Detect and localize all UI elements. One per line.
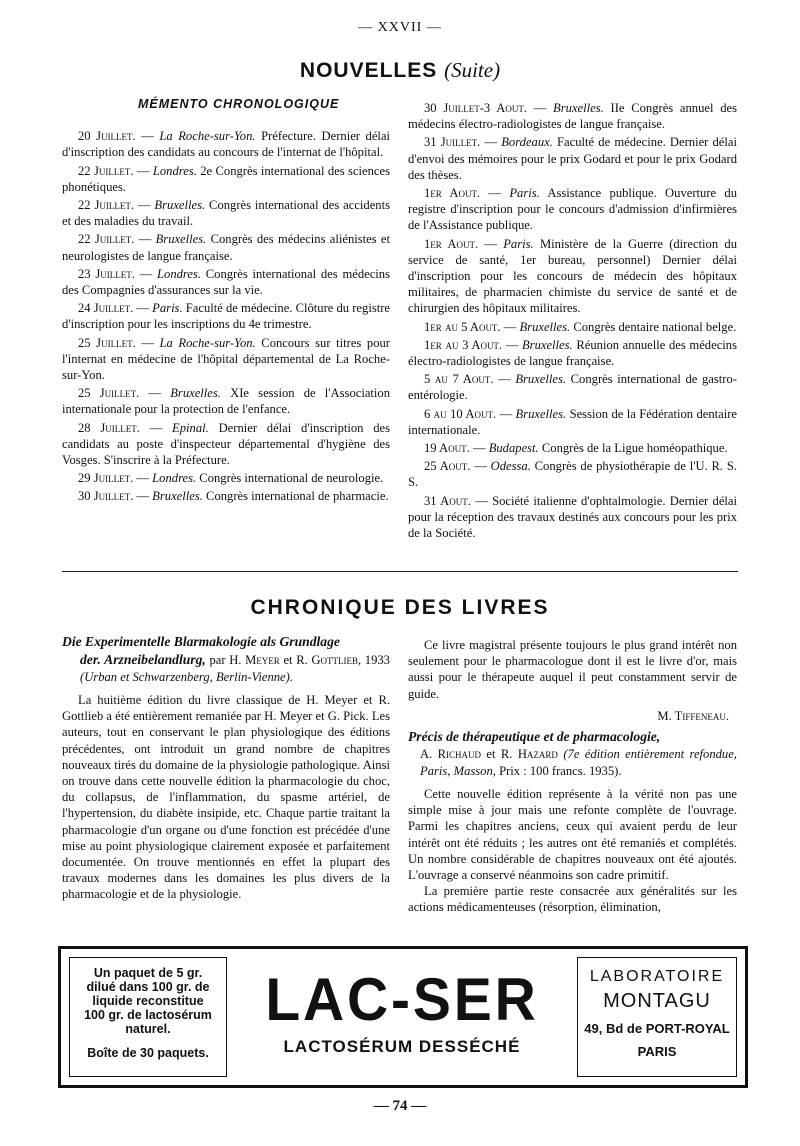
entry-place: Londres. xyxy=(157,266,201,281)
entry-place: Bruxelles. xyxy=(515,406,567,421)
entry-place: Bruxelles. xyxy=(515,372,567,387)
entry-place: Paris. xyxy=(509,186,540,201)
entry-date: 29 Juillet. xyxy=(78,471,134,486)
entry-text: XIe session de l'Association internationale pour la protection de l'enfance. xyxy=(62,386,391,417)
page-number: — 74 — xyxy=(373,1098,427,1114)
book-2-header xyxy=(408,728,737,780)
entry-place: Epinal. xyxy=(172,420,209,435)
entry-text: 2e Congrès international des sciences phonétiques. xyxy=(62,163,391,194)
entry-date: 30 Juillet. xyxy=(78,489,134,504)
ad-brand-area xyxy=(227,957,577,1077)
memento-entry: 22 Juillet. — Bruxelles. Congrès des médecins aliénistes et neurologistes de langue française. xyxy=(62,232,391,263)
entry-place: Paris. xyxy=(152,301,183,316)
memento-entry: 1er Aout. — Paris. Assistance publique. Ouverture du registre d'inscription pour le concours d'admission d'infirmières de l'Assistance publique. xyxy=(408,186,737,233)
ad-dosage-line: 100 gr. de lactosérum xyxy=(84,1008,212,1022)
entry-text: Congrès de la Ligue homéopathique. xyxy=(541,441,728,456)
entry-text: Session de la Fédération dentaire internationale. xyxy=(408,406,737,437)
memento-entry: 22 Juillet. — Londres. 2e Congrès international des sciences phonétiques. xyxy=(62,163,391,194)
book-1-year: 1933 xyxy=(364,653,390,667)
ad-lab-label: LABORATOIRE xyxy=(589,968,725,985)
entry-place: Bruxelles. xyxy=(521,337,573,352)
entry-date: 23 Juillet. xyxy=(78,266,135,281)
memento-entry: 24 Juillet. — Paris. Faculté de médecine. Clôture du registre d'inscription pour les inscriptions du 4e trimestre. xyxy=(62,301,391,332)
memento-entry: 19 Aout. — Budapest. Congrès de la Ligue homéopathique. xyxy=(424,441,728,456)
entry-date: 30 Juillet-3 Aout. xyxy=(424,101,527,115)
book-1-title-line1: Die Experimentelle Blarmakologie als Grundlage xyxy=(62,634,340,649)
ad-dosage-line: dilué dans 100 gr. de xyxy=(86,980,210,994)
memento-entry: 1er Aout. — Paris. Ministère de la Guerre (direction du service de santé, 1er bureau, personnel) Dernier délai d'inscription pour les concours de médecin des hôpitaux militaires, de pharmacien chimiste du service de santé et de chirurgien des hôpitaux militaires. xyxy=(408,236,737,316)
lac-ser-advertisement xyxy=(58,946,748,1088)
book-1-publisher: (Urban et Schwarzenberg, Berlin-Vienne). xyxy=(80,670,293,684)
chronique-title: CHRONIQUE DES LIVRES xyxy=(250,596,550,619)
entry-date: 22 Juillet. xyxy=(78,163,134,178)
section-title-suite: (Suite) xyxy=(444,58,501,82)
entry-text: IIe Congrès annuel des médecins électro-radiologistes de langue française. xyxy=(408,101,737,132)
entry-date: 22 Juillet. xyxy=(78,232,135,247)
ad-brand-subtitle: LACTOSÉRUM DESSÉCHÉ xyxy=(283,1037,521,1056)
entry-text: Concours sur titres pour l'internat en médecine de l'hôpital départemental de La Roche-sur-Yon. xyxy=(62,335,391,383)
book-2-paragraph-2: La première partie reste consacrée aux généralités sur les actions médicamenteuses (résorption, élimination, xyxy=(408,884,737,915)
book-1-header xyxy=(62,633,390,686)
entry-text: Congrès international de neurologie. xyxy=(199,471,384,486)
entry-place: Bruxelles. xyxy=(154,198,206,213)
book-1-author-1: H. Meyer xyxy=(229,653,280,667)
page-number-roman: — XXVII — xyxy=(358,20,442,35)
entry-text: Congrès international de pharmacie. xyxy=(206,489,389,504)
book-1-and: et xyxy=(283,653,293,667)
book-1-author-2: R. Gottlieb, xyxy=(296,653,362,667)
book-1-paragraph-2: Ce livre magistral présente toujours le plus grand intérêt non seulement pour le pharmacologue dont il est le livre d'or, mais aussi pour le thérapeute auquel il peut constamment servir de guide. xyxy=(408,638,737,701)
entry-date: 1er au 5 Aout. xyxy=(424,319,501,334)
ad-lab-city: PARIS xyxy=(637,1044,677,1059)
memento-entry: 1er au 5 Aout. — Bruxelles. Congrès dentaire national belge. xyxy=(424,319,737,334)
entry-date: 25 Juillet. xyxy=(78,335,136,350)
entry-text: Congrès international des accidents et des maladies du travail. xyxy=(62,198,390,229)
entry-date: 31 Aout. xyxy=(424,493,471,508)
book-2-title: Précis de thérapeutique et de pharmacologie, xyxy=(408,729,661,745)
memento-entry: 25 Aout. — Odessa. Congrès de physiothérapie de l'U. R. S. S. xyxy=(408,459,738,490)
entry-text: Faculté de médecine. Dernier délai d'envoi des mémoires pour le prix Godard et pour le prix Godard des thèses. xyxy=(408,135,737,182)
entry-date: 1er Aout. xyxy=(424,186,481,201)
memento-left-entries xyxy=(62,128,390,504)
memento-entry: 25 Juillet. — La Roche-sur-Yon. Concours sur titres pour l'internat en médecine de l'hôpital départemental de La Roche-sur-Yon. xyxy=(62,335,391,383)
memento-title: MÉMENTO CHRONOLOGIQUE xyxy=(138,97,340,111)
entry-place: Bordeaux. xyxy=(501,135,553,150)
memento-entry: 1er au 3 Aout. — Bruxelles. Réunion annuelle des médecins électro-radiologistes de langue française. xyxy=(408,337,737,369)
memento-entry: 5 au 7 Aout. — Bruxelles. Congrès international de gastro-entérologie. xyxy=(408,372,737,403)
ad-brand-name: LAC-SER xyxy=(265,966,539,1033)
memento-entry: 20 Juillet. — La Roche-sur-Yon. Préfecture. Dernier délai d'inscription des candidats au concours de l'internat de l'hôpital. xyxy=(62,129,391,160)
section-title-text: NOUVELLES xyxy=(299,59,438,82)
ad-dosage-line: naturel. xyxy=(125,1022,171,1036)
entry-date: 28 Juillet. xyxy=(78,420,140,435)
entry-place: Odessa. xyxy=(490,459,531,474)
memento-entry: 30 Juillet-3 Aout. — Bruxelles. IIe Congrès annuel des médecins électro-radiologistes de langue française. xyxy=(408,101,737,132)
memento-entry: 31 Juillet. — Bordeaux. Faculté de médecine. Dernier délai d'envoi des mémoires pour le prix Godard et pour le prix Godard des thèses. xyxy=(408,135,737,182)
entry-date: 1er au 3 Aout. xyxy=(424,337,503,352)
memento-entry: 28 Juillet. — Epinal. Dernier délai d'inscription des candidats au poste d'inspecteur départemental d'hygiène des Vosges. S'inscrire à la Préfecture. xyxy=(62,420,391,468)
entry-place: Londres. xyxy=(152,163,197,178)
book-2-author-1: A. Richaud xyxy=(420,747,482,762)
book-1-title-line2: der. Arzneibelandlurg, xyxy=(80,652,206,667)
entry-place: Paris. xyxy=(503,236,534,251)
entry-place: Bruxelles. xyxy=(170,386,221,401)
entry-text: Assistance publique. Ouverture du registre d'inscription pour le concours d'admission d'infirmières de l'Assistance publique. xyxy=(408,186,737,233)
entry-place: Bruxelles. xyxy=(155,232,207,247)
entry-place: Bruxelles. xyxy=(553,101,604,115)
entry-text: Faculté de médecine. Clôture du registre d'inscription pour les inscriptions du 4e trimestre. xyxy=(62,301,391,332)
entry-text: Congrès dentaire national belge. xyxy=(573,319,737,334)
entry-text: Société italienne d'ophtalmologie. Dernier délai pour la réception des travaux destinés aux concours pour les prix de la Société. xyxy=(408,493,738,541)
memento-entry: 22 Juillet. — Bruxelles. Congrès international des accidents et des maladies du travail. xyxy=(62,198,390,229)
entry-text: Congrès international des médecins des Compagnies d'assurances sur la vie. xyxy=(62,266,390,298)
entry-date: 19 Aout. xyxy=(424,441,470,456)
section-divider xyxy=(62,571,738,572)
entry-place: Londres. xyxy=(152,471,197,486)
memento-entry: 25 Juillet. — Bruxelles. XIe session de l'Association internationale pour la protection de l'enfance. xyxy=(62,386,391,417)
entry-date: 31 Juillet. xyxy=(424,135,481,150)
ad-dosage-box xyxy=(69,957,227,1077)
book-reviews-right-column xyxy=(408,637,737,916)
ad-lab-address: 49, Bd de PORT-ROYAL xyxy=(584,1021,730,1036)
ad-box-quantity: Boîte de 30 paquets. xyxy=(87,1046,209,1060)
entry-date: 25 Juillet. xyxy=(78,386,140,401)
entry-date: 25 Aout. xyxy=(424,459,471,474)
book-2-paragraph-1: Cette nouvelle édition représente à la vérité non pas une simple mise à jour mais une refonte complète de l'ouvrage. Parmi les chapitres anciens, ceux qui avaient perdu de leur intérêt ont été réduits ; les autres ont été remaniés et complétés. Un nombre considérable de chapitres nouveaux ont été ajoutés. L'ouvrage a conservé néanmoins son cadre primitif. xyxy=(408,787,737,883)
memento-left-column xyxy=(62,96,390,507)
book-2-edition: (7e édition entièrement refondue, Paris, Masson, xyxy=(420,747,737,779)
section-title xyxy=(0,58,800,83)
entry-text: Ministère de la Guerre (direction du service de santé, 1er bureau, personnel) Dernier délai d'inscription pour les concours de médecin des hôpitaux militaires, de pharmacien chimiste du service de santé et de chirurgien des hôpitaux militaires. xyxy=(408,236,737,316)
ad-dosage-line: Un paquet de 5 gr. xyxy=(93,966,203,980)
memento-entry: 31 Aout. — Société italienne d'ophtalmologie. Dernier délai pour la réception des travaux destinés aux concours pour les prix de la Société. xyxy=(408,493,738,541)
book-2-and: et xyxy=(486,747,496,762)
memento-right-column xyxy=(408,100,737,543)
entry-place: La Roche-sur-Yon. xyxy=(159,129,256,144)
ad-laboratory-box xyxy=(577,957,737,1077)
entry-date: 1er Aout. xyxy=(424,236,479,251)
memento-entry: 29 Juillet. — Londres. Congrès international de neurologie. xyxy=(78,471,384,486)
entry-text: Préfecture. Dernier délai d'inscription des candidats au concours de l'internat de l'hôpital. xyxy=(62,129,391,160)
entry-place: La Roche-sur-Yon. xyxy=(159,335,256,350)
ad-dosage-line: liquide reconstitue xyxy=(92,994,204,1008)
entry-text: Réunion annuelle des médecins électro-radiologistes de langue française. xyxy=(408,337,737,369)
book-2-price: Prix : 100 francs. 1935). xyxy=(499,764,622,779)
book-review-1 xyxy=(62,633,390,903)
entry-date: 6 au 10 Aout. xyxy=(424,406,497,421)
book-2-author-2: R. Hazard xyxy=(500,747,558,762)
entry-date: 22 Juillet. xyxy=(78,198,135,213)
memento-entry: 30 Juillet. — Bruxelles. Congrès international de pharmacie. xyxy=(78,489,389,504)
book-1-signature: M. Tiffeneau. xyxy=(657,708,729,723)
entry-text: Dernier délai d'inscription des candidats au poste d'inspecteur départemental d'hygiène des Vosges. S'inscrire à la Préfecture. xyxy=(62,420,391,468)
entry-text: Congrès international de gastro-entérologie. xyxy=(408,372,737,403)
entry-place: Bruxelles. xyxy=(519,319,571,334)
memento-entry: 23 Juillet. — Londres. Congrès international des médecins des Compagnies d'assurances sur la vie. xyxy=(62,266,390,298)
memento-right-entries xyxy=(408,100,737,541)
book-1-by: par xyxy=(209,653,226,667)
ad-lab-name: MONTAGU xyxy=(603,990,711,1012)
book-1-paragraph-1: La huitième édition du livre classique de H. Meyer et R. Gottlieb a été entièrement remaniée par H. Meyer et G. Pick. Les auteurs, tout en conservant le plan physiologique des éditions précédentes, ont introduit un grand nombre de chapitres nouveaux tirés du domaine de la physiologie pathologique. Ainsi on trouve dans cette nouvelle édition la pharmacologie du choc, du collapsus, de l'inflammation, du spasme artériel, de l'hypertension, du diabète insipide, etc. Chaque partie traitant la pharmacologie d'un organe ou d'une fonction est précédée d'une mise au point physiologique clairement exposée et parfaitement documentée. On trouve mentionnés en effet la plupart des travaux modernes dans les domaines les plus divers de la pharmacologie et de la physiologie. xyxy=(62,693,391,902)
entry-date: 20 Juillet. xyxy=(78,129,136,144)
entry-text: Congrès de physiothérapie de l'U. R. S. S. xyxy=(408,459,738,490)
entry-place: Bruxelles. xyxy=(152,489,203,504)
entry-date: 5 au 7 Aout. xyxy=(424,372,494,387)
entry-place: Budapest. xyxy=(488,441,539,456)
entry-text: Congrès des médecins aliénistes et neurologistes de langue française. xyxy=(62,232,391,263)
memento-entry: 6 au 10 Aout. — Bruxelles. Session de la Fédération dentaire internationale. xyxy=(408,406,737,437)
entry-date: 24 Juillet. xyxy=(78,301,134,316)
